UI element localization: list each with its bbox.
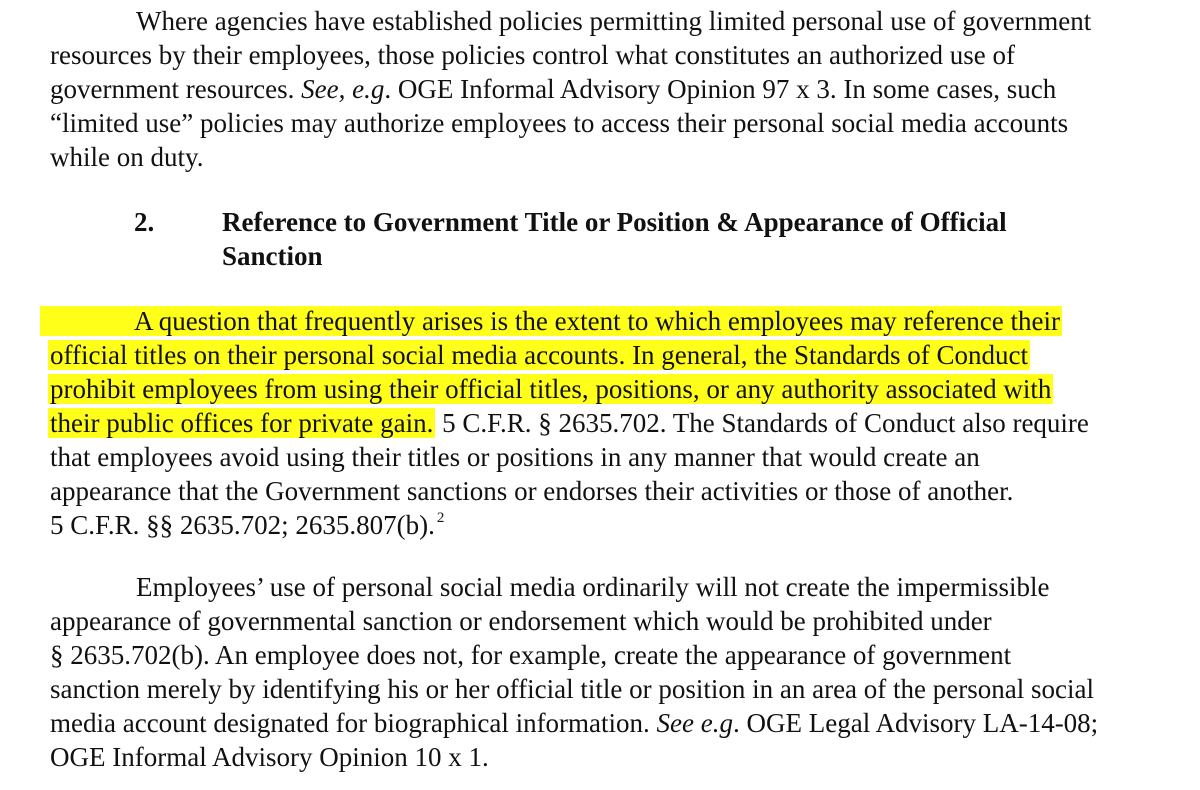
paragraph-line: that employees avoid using their titles or positions in any manner that would create an: [50, 442, 980, 472]
text-segment: . OGE Legal Advisory LA-14-08;: [733, 708, 1099, 738]
paragraph-line: while on duty.: [50, 142, 204, 172]
footnote-reference[interactable]: 2: [436, 510, 445, 526]
paragraph-line: sanction merely by identifying his or her official title or position in an area of the personal social: [50, 674, 1094, 704]
paragraph-line: [50, 406, 1089, 440]
text-segment: . OGE Informal Advisory Opinion 97 x 3. In some cases, such: [384, 74, 1057, 104]
highlighted-text: A question that frequently arises is the extent to which employees may reference their: [40, 306, 1062, 336]
paragraph-line: [50, 338, 1030, 372]
paragraph-line: resources by their employees, those policies control what constitutes an authorized use of: [50, 40, 1015, 70]
highlighted-text: their public offices for private gain.: [50, 408, 434, 438]
text-segment: 5 C.F.R. § 2635.702. The Standards of Conduct also require: [435, 408, 1089, 438]
paragraph-line: [50, 706, 1098, 740]
paragraph-line: Employees’ use of personal social media ordinarily will not create the impermissible: [136, 572, 1050, 602]
paragraph-line: appearance of governmental sanction or endorsement which would be prohibited under: [50, 606, 992, 636]
citation-signal: See, e.g: [301, 74, 385, 104]
text-segment: 5 C.F.R. §§ 2635.702; 2635.807(b).: [50, 510, 435, 540]
highlighted-text: prohibit employees from using their official titles, positions, or any authority associated with: [50, 374, 1052, 404]
paragraph-line: § 2635.702(b). An employee does not, for example, create the appearance of government: [50, 640, 1012, 670]
text-segment: media account designated for biographical information.: [50, 708, 657, 738]
paragraph-line: [50, 372, 1053, 406]
paragraph-line: Where agencies have established policies permitting limited personal use of government: [136, 6, 1092, 36]
paragraph-line: “limited use” policies may authorize employees to access their personal social media accounts: [50, 108, 1069, 138]
paragraph-line: [42, 304, 1062, 338]
highlighted-text: official titles on their personal social media accounts. In general, the Standards of Conduct: [50, 340, 1028, 370]
citation-signal: See e.g: [656, 708, 733, 738]
paragraph-line: [50, 508, 444, 547]
section-title-line: Sanction: [222, 241, 323, 271]
section-title-line: Reference to Government Title or Position & Appearance of Official: [222, 207, 1007, 237]
paragraph-line: OGE Informal Advisory Opinion 10 x 1.: [50, 742, 489, 772]
paragraph-line: [50, 72, 1056, 106]
section-number: 2.: [134, 207, 155, 237]
text-segment: government resources.: [50, 74, 302, 104]
paragraph-line: appearance that the Government sanctions or endorses their activities or those of another.: [50, 476, 1014, 506]
